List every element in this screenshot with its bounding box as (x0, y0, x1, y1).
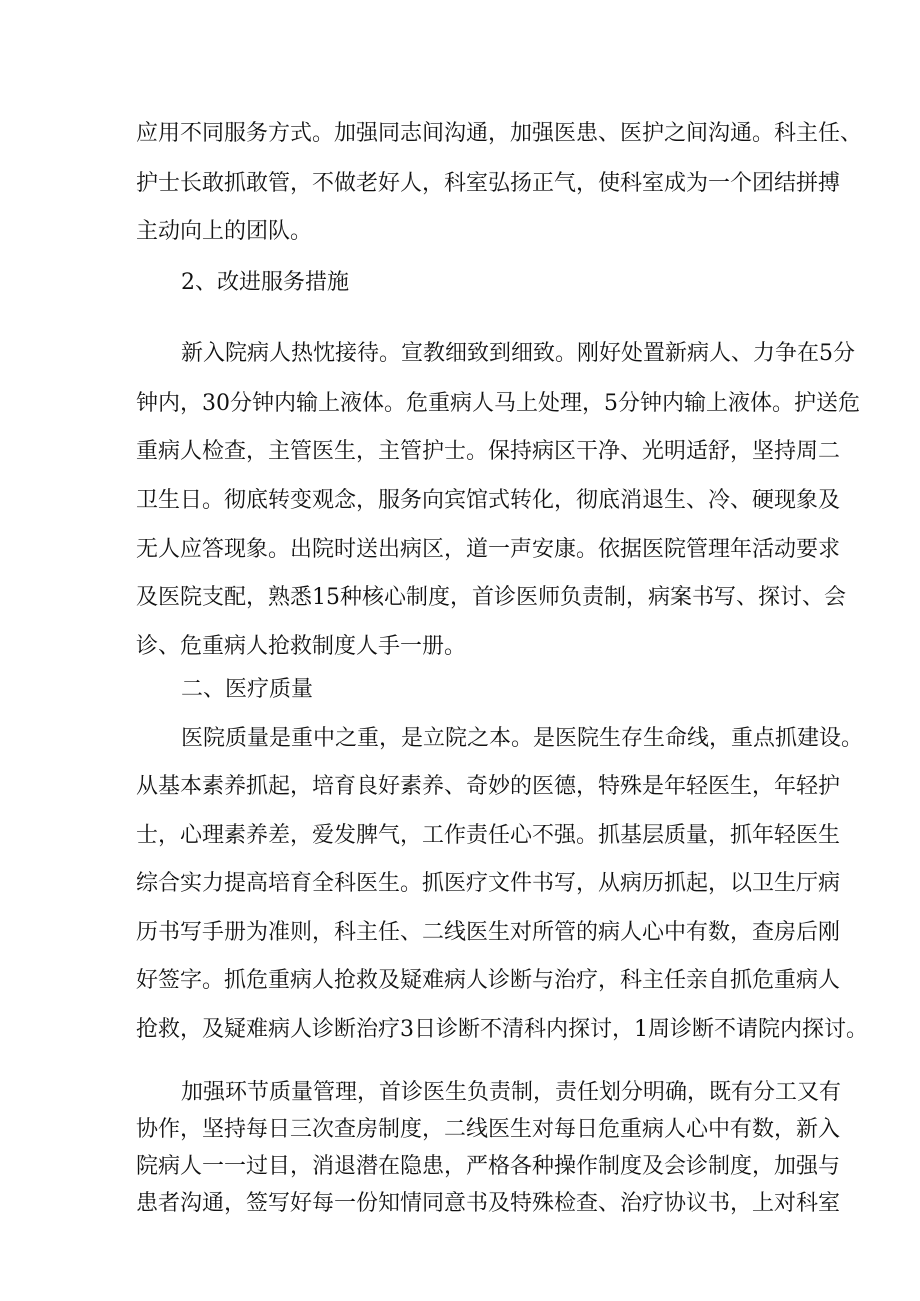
text-line: 诊、危重病人抢救制度人手一册。 (136, 634, 467, 659)
text-line: 护士长敢抓敢管，不做老好人，科室弘扬正气，使科室成为一个团结拼搏 (136, 171, 841, 196)
text-line: 无人应答现象。出院时送出病区，道一声安康。依据医院管理年活动要求 (136, 537, 841, 562)
text-line: 钟内，30分钟内输上液体。危重病人马上处理，5分钟内输上液体。护送危 (136, 391, 860, 416)
text-line: 应用不同服务方式。加强同志间沟通，加强医患、医护之间沟通。科主任、 (136, 121, 863, 146)
text-line: 新入院病人热忱接待。宣教细致到细致。刚好处置新病人、力争在5分 (181, 341, 855, 366)
text-line: 从基本素养抓起，培育良好素养、奇妙的医德，特殊是年轻医生，年轻护 (136, 774, 841, 799)
text-line: 好签字。抓危重病人抢救及疑难病人诊断与治疗，科主任亲自抓危重病人 (136, 968, 841, 993)
text-line: 主动向上的团队。 (136, 219, 313, 244)
text-line: 卫生日。彻底转变观念，服务向宾馆式转化，彻底消退生、冷、硬现象及 (136, 488, 841, 513)
text-line: 患者沟通，签写好每一份知情同意书及特殊检查、治疗协议书，上对科室 (136, 1191, 841, 1216)
text-line: 医院质量是重中之重，是立院之本。是医院生存生命线，重点抓建设。 (181, 726, 864, 751)
text-line: 重病人检查，主管医生，主管护士。保持病区干净、光明适舒，坚持周二 (136, 439, 841, 464)
section-heading: 二、医疗质量 (181, 677, 314, 702)
text-line: 及医院支配，熟悉15种核心制度，首诊医师负责制，病案书写、探讨、会 (136, 585, 846, 610)
text-line: 院病人一一过目，消退潜在隐患，严格各种操作制度及会诊制度，加强与 (136, 1154, 841, 1179)
text-line: 加强环节质量管理，首诊医生负责制，责任划分明确，既有分工又有 (181, 1080, 842, 1105)
text-line: 协作，坚持每日三次查房制度，二线医生对每日危重病人心中有数，新入 (136, 1117, 841, 1142)
text-line: 历书写手册为准则，科主任、二线医生对所管的病人心中有数，查房后刚 (136, 920, 841, 945)
text-line: 士，心理素养差，爱发脾气，工作责任心不强。抓基层质量，抓年轻医生 (136, 823, 841, 848)
section-heading: 2、改进服务措施 (181, 270, 349, 295)
text-line: 综合实力提高培育全科医生。抓医疗文件书写，从病历抓起，以卫生厅病 (136, 871, 841, 896)
text-line: 抢救，及疑难病人诊断治疗3日诊断不清科内探讨，1周诊断不请院内探讨。 (136, 1017, 868, 1042)
